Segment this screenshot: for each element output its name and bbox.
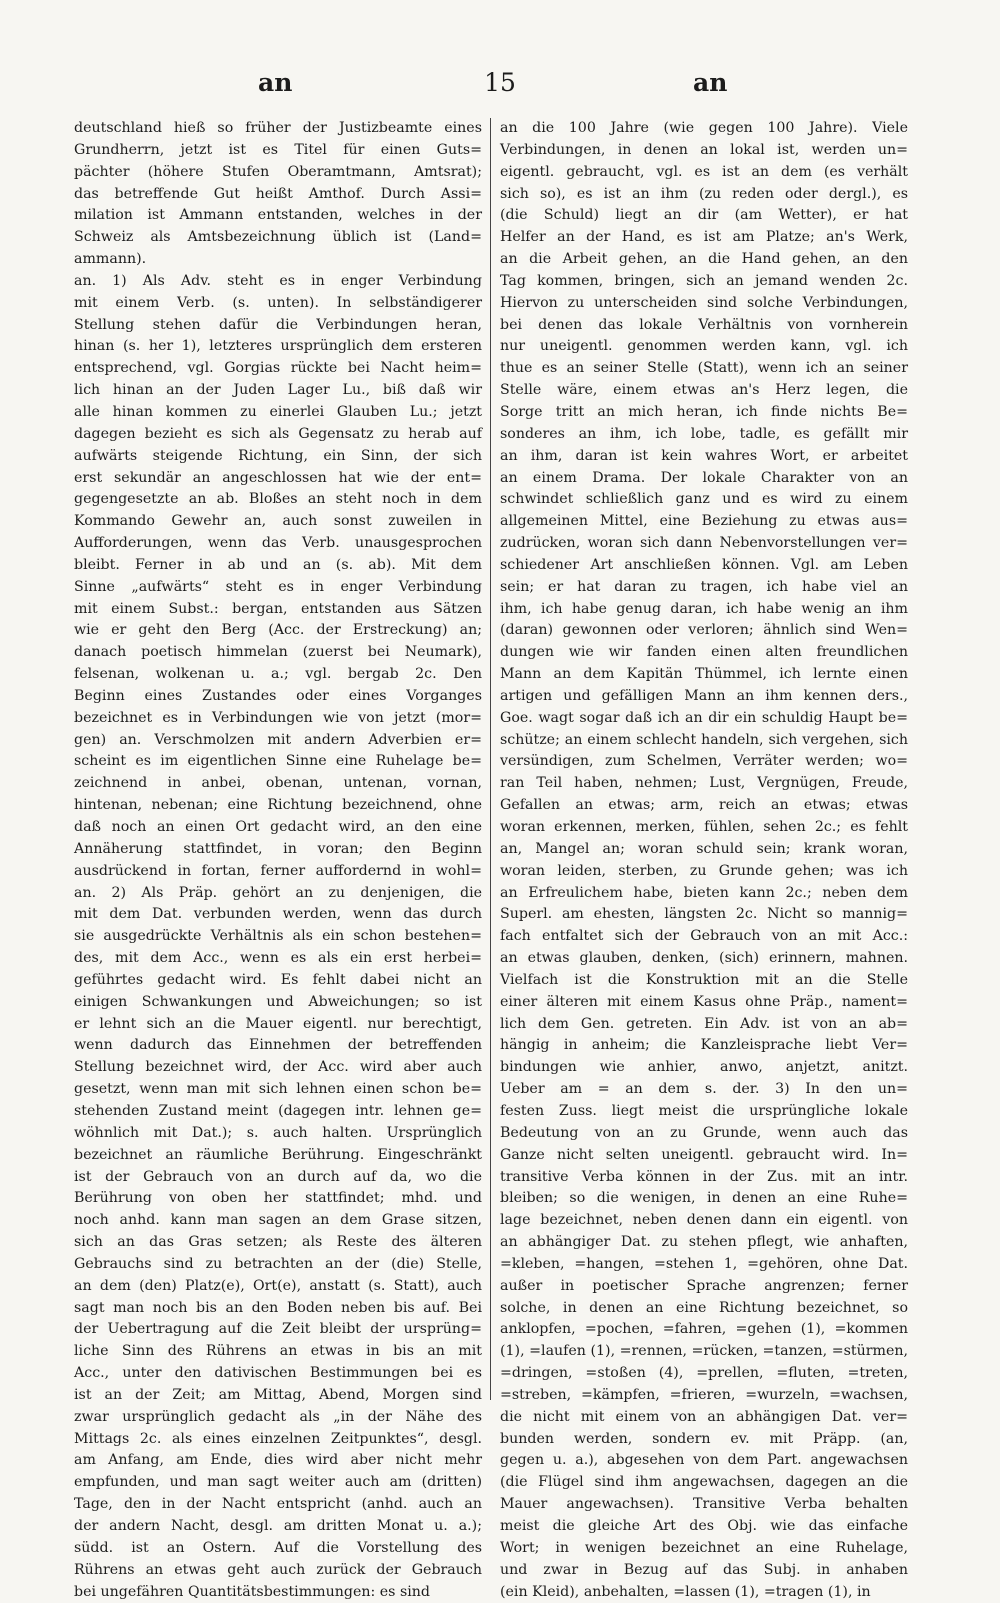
text-line: ist der Gebrauch von an durch auf da, wo die (74, 1168, 482, 1185)
text-line: an. 2) Als Präp. gehört an zu denjenigen, die (74, 884, 482, 901)
page-header (0, 68, 1000, 108)
text-line: an ihm, daran ist kein wahres Wort, er arbeitet (500, 447, 908, 464)
text-line: allgemeinen Mittel, eine Beziehung zu etwas aus= (500, 513, 908, 530)
text-line: wie er geht den Berg (Acc. der Erstreckung) an; (74, 622, 482, 639)
text-line: an. 1) Als Adv. steht es in enger Verbindung (74, 272, 482, 289)
text-line: die nicht mit einem von an abhängigen Dat. ver= (500, 1408, 908, 1425)
text-line: Berührung von oben her stattfindet; mhd. und (74, 1190, 482, 1207)
text-line: südd. ist an Ostern. Auf die Vorstellung des (74, 1539, 482, 1556)
text-line: anklopfen, =pochen, =fahren, =gehen (1), =kommen (500, 1321, 908, 1338)
text-line: an die Arbeit gehen, an die Hand gehen, an den (500, 251, 908, 268)
text-line: festen Zuss. liegt meist die ursprüngliche lokale (500, 1102, 908, 1119)
text-line: =dringen, =stoßen (4), =prellen, =fluten, =treten, (500, 1365, 908, 1382)
text-line: lage bezeichnet, neben denen dann ein eigentl. von (500, 1212, 908, 1229)
text-line: bleiben; so die wenigen, in denen an eine Ruhe= (500, 1190, 908, 1207)
text-line: hinan (s. her 1), letzteres ursprünglich dem ersteren (74, 338, 482, 355)
text-line: wenn dadurch das Einnehmen der betreffenden (74, 1037, 482, 1054)
text-line: an dem (den) Platz(e), Ort(e), anstatt (s. Statt), auch (74, 1277, 482, 1294)
text-line: zeichnend in anbei, obenan, untenan, vornan, (74, 775, 482, 792)
text-line: Acc., unter den dativischen Bestimmungen bei es (74, 1365, 482, 1382)
text-line: Goe. wagt sogar daß ich an dir ein schuldig Haupt be= (500, 709, 908, 726)
text-line: transitive Verba können in der Zus. mit an intr. (500, 1168, 908, 1185)
text-line: geführtes gedacht wird. Es fehlt dabei nicht an (74, 971, 482, 988)
text-line: Vielfach ist die Konstruktion mit an die Stelle (500, 971, 908, 988)
text-line: Stellung stehen dafür die Verbindungen heran, (74, 316, 482, 333)
text-line: an die 100 Jahre (wie gegen 100 Jahre). Viele (500, 120, 908, 136)
text-line: Stellung bezeichnet wird, der Acc. wird aber auch (74, 1059, 482, 1076)
text-line: Kommando Gewehr an, auch sonst zuweilen in (74, 513, 482, 530)
text-line: an, Mangel an; woran schuld sein; krank woran, (500, 840, 908, 857)
text-line: erst sekundär an angeschlossen hat wie der ent= (74, 469, 482, 486)
text-line: Ueber am = an dem s. der. 3) In den un= (500, 1081, 908, 1098)
text-line: ran Teil haben, nehmen; Lust, Vergnügen, Freude, (500, 775, 908, 792)
text-line: artigen und gefälligen Mann an ihm kennen ders., (500, 687, 908, 704)
text-line: aufwärts steigende Richtung, ein Sinn, der sich (74, 447, 482, 464)
text-line: an einem Drama. Der lokale Charakter von an (500, 469, 908, 486)
text-line: (die Schuld) liegt an dir (am Wetter), er hat (500, 207, 908, 224)
header-catchword-right: an (693, 68, 728, 97)
text-line: nur uneigentl. genommen werden kann, vgl. ich (500, 338, 908, 355)
text-line: Grundherrn, jetzt ist es Titel für einen Guts= (74, 141, 482, 158)
text-line: woran leiden, sterben, zu Grunde gehen; was ich (500, 862, 908, 879)
text-line: Mauer angewachsen). Transitive Verba behalten (500, 1496, 908, 1513)
left-text-column (74, 118, 482, 1600)
text-line: eigentl. gebraucht, vgl. es ist an dem (es verhält (500, 163, 908, 180)
text-line: schwindet schließlich ganz und es wird zu einem (500, 491, 908, 508)
text-line: schütze; an einem schlecht handeln, sich vergehen, sich (500, 731, 908, 748)
text-line: bezeichnet an räumliche Berührung. Eingeschränkt (74, 1146, 482, 1163)
text-line: dungen wie wir fanden einen alten freundlichen (500, 644, 908, 661)
right-text-column (500, 118, 908, 1600)
text-line: bei denen das lokale Verhältnis von vornherein (500, 316, 908, 333)
text-line: sonderes an ihm, ich lobe, tadle, es gefällt mir (500, 425, 908, 442)
text-line: gegen u. a.), abgesehen von dem Part. angewachsen (500, 1452, 908, 1469)
text-line: Annäherung stattfindet, in voran; den Beginn (74, 840, 482, 857)
text-line: sein; er hat daran zu tragen, ich habe viel an (500, 578, 908, 595)
text-line: Mann an dem Kapitän Thümmel, ich lernte einen (500, 666, 908, 683)
text-line: Superl. am ehesten, längsten 2c. Nicht so mannig= (500, 906, 908, 923)
text-line: das betreffende Gut heißt Amthof. Durch Assi= (74, 185, 482, 202)
text-line: Schweiz als Amtsbezeichnung üblich ist (Land= (74, 229, 482, 246)
text-line: hintenan, nebenan; eine Richtung bezeichnend, ohne (74, 797, 482, 814)
text-line: =kleben, =hangen, =stehen 1, =gehören, ohne Dat. (500, 1255, 908, 1272)
column-divider (490, 118, 491, 1400)
text-line: sich an das Gras setzen; als Reste des älteren (74, 1234, 482, 1251)
text-line: sagt man noch bis an den Boden neben bis auf. Bei (74, 1299, 482, 1316)
text-line: an Erfreulichem habe, bieten kann 2c.; neben dem (500, 884, 908, 901)
text-line: bezeichnet es in Verbindungen wie von jetzt (mor= (74, 709, 482, 726)
text-line: versündigen, zum Schelmen, Verräter werden; wo= (500, 753, 908, 770)
text-line: Gefallen an etwas; arm, reich an etwas; etwas (500, 797, 908, 814)
text-line: Tage, den in der Nacht entspricht (anhd. auch an (74, 1496, 482, 1513)
text-line: alle hinan kommen zu einerlei Glauben Lu.; jetzt (74, 403, 482, 420)
text-line: fach entfaltet sich der Gebrauch von an mit Acc.: (500, 928, 908, 945)
text-line: woran erkennen, merken, fühlen, sehen 2c.; es fehlt (500, 819, 908, 835)
text-line: Stelle wäre, einem etwas an's Herz legen, die (500, 382, 908, 399)
text-line: (die Flügel sind ihm angewachsen, dagegen an die (500, 1474, 908, 1491)
text-line: Aufforderungen, wenn das Verb. unausgesprochen (74, 535, 482, 552)
text-line: Helfer an der Hand, es ist am Platze; an's Werk, (500, 229, 908, 246)
text-line: ist an der Zeit; am Mittag, Abend, Morgen sind (74, 1386, 482, 1403)
text-line: gesetzt, wenn man mit sich lehnen einen schon be= (74, 1081, 482, 1098)
text-line: deutschland hieß so früher der Justizbeamte eines (74, 120, 482, 136)
text-line: scheint es im eigentlichen Sinne eine Ruhelage be= (74, 753, 482, 770)
text-line: einigen Schwankungen und Abweichungen; so ist (74, 993, 482, 1010)
text-line: Sinne „aufwärts“ steht es in enger Verbindung (74, 578, 482, 595)
text-line: schiedener Art anschließen können. Vgl. am Leben (500, 556, 908, 573)
text-line: Gebrauchs sind zu betrachten an der (die) Stelle, (74, 1255, 482, 1272)
text-line: Rührens an etwas geht auch zurück der Gebrauch (74, 1561, 482, 1578)
text-line: solche, in denen an eine Richtung bezeichnet, so (500, 1299, 908, 1316)
text-line: Mittags 2c. als eines einzelnen Zeitpunktes“, desgl. (74, 1430, 482, 1447)
text-line: wöhnlich mit Dat.); s. auch halten. Ursprünglich (74, 1124, 482, 1141)
text-line: mit einem Verb. (s. unten). In selbständigerer (74, 294, 482, 311)
text-line: zudrücken, woran sich dann Nebenvorstellungen ver= (500, 535, 908, 552)
text-line: Tag kommen, bringen, sich an jemand wenden 2c. (500, 272, 908, 289)
text-line: sie ausgedrückte Verhältnis als ein schon bestehen= (74, 928, 482, 945)
text-line: danach poetisch himmelan (zuerst bei Neumark), (74, 644, 482, 661)
page-number: 15 (484, 68, 516, 97)
text-line: Beginn eines Zustandes oder eines Vorganges (74, 687, 482, 704)
text-line: der andern Nacht, desgl. am dritten Monat u. a.); (74, 1518, 482, 1534)
text-line: ihm, ich habe genug daran, ich habe wenig an ihm (500, 600, 908, 617)
text-line: einer älteren mit einem Kasus ohne Präp., nament= (500, 993, 908, 1010)
text-line: mit einem Subst.: bergan, entstanden aus Sätzen (74, 600, 482, 617)
text-line: lich dem Gen. getreten. Ein Adv. ist von an ab= (500, 1015, 908, 1032)
text-line: Sorge tritt an mich heran, ich finde nichts Be= (500, 403, 908, 420)
text-line: an etwas glauben, denken, (sich) erinnern, mahnen. (500, 950, 908, 967)
text-line: (daran) gewonnen oder verloren; ähnlich sind Wen= (500, 622, 908, 639)
text-line: milation ist Ammann entstanden, welches in der (74, 207, 482, 224)
text-line: am Anfang, am Ende, dies wird aber nicht mehr (74, 1452, 482, 1469)
text-line: an abhängiger Dat. zu stehen pflegt, wie anhaften, (500, 1234, 908, 1251)
text-line: hängig in anheim; die Kanzleisprache liebt Ver= (500, 1037, 908, 1054)
text-line: außer in poetischer Sprache angrenzen; ferner (500, 1277, 908, 1294)
text-line: thue es an seiner Stelle (Statt), wenn ich an seiner (500, 360, 908, 377)
text-line: und zwar in Bezug auf das Subj. in anhaben (500, 1561, 908, 1578)
text-line: des, mit dem Acc., wenn es als ein erst herbei= (74, 950, 482, 967)
text-line: bei ungefähren Quantitätsbestimmungen: es sind (74, 1583, 431, 1600)
text-line: Ganze nicht selten uneigentl. gebraucht wird. In= (500, 1146, 908, 1163)
text-line: liche Sinn des Rührens an etwas in bis an mit (74, 1343, 482, 1360)
text-line: stehenden Zustand meint (dagegen intr. lehnen ge= (74, 1102, 482, 1119)
text-line: daß noch an einen Ort gedacht wird, an den eine (74, 819, 482, 835)
text-line: meist die gleiche Art des Obj. wie das einfache (500, 1518, 908, 1534)
text-line: zwar ursprünglich gedacht als „in der Nähe des (74, 1408, 482, 1425)
text-line: Verbindungen, in denen an lokal ist, werden un= (500, 141, 908, 158)
text-line: felsenan, wolkenan u. a.; vgl. bergab 2c. Den (74, 666, 482, 683)
text-line: =streben, =kämpfen, =frieren, =wurzeln, =wachsen, (500, 1386, 908, 1403)
text-line: ausdrückend in fortan, ferner auffordernd in wohl= (74, 862, 482, 879)
text-line: (1), =laufen (1), =rennen, =rücken, =tanzen, =stürmen, (500, 1343, 908, 1360)
header-catchword-left: an (258, 68, 293, 97)
text-line: bindungen wie anhier, anwo, anjetzt, anitzt. (500, 1059, 908, 1076)
text-line: empfunden, und man sagt weiter auch am (dritten) (74, 1474, 482, 1491)
text-line: dagegen bezieht es sich als Gegensatz zu herab auf (74, 425, 482, 442)
text-line: noch anhd. kann man sagen an dem Grase sitzen, (74, 1212, 482, 1229)
text-line: entsprechend, vgl. Gorgias rückte bei Nacht heim= (74, 360, 482, 377)
text-line: gen) an. Verschmolzen mit andern Adverbien er= (74, 731, 482, 748)
text-line: Wort; in wenigen bezeichnet an eine Ruhelage, (500, 1539, 908, 1556)
text-line: (ein Kleid), anbehalten, =lassen (1), =tragen (1), in (500, 1583, 871, 1600)
text-line: sich so), es ist an ihm (zu reden oder dergl.), es (500, 185, 908, 202)
text-line: mit dem Dat. verbunden werden, wenn das durch (74, 906, 482, 923)
text-line: ammann). (74, 251, 147, 268)
text-line: bunden werden, sondern ev. mit Präpp. (an, (500, 1430, 908, 1447)
text-line: er lehnt sich an die Mauer eigentl. nur berechtigt, (74, 1015, 482, 1032)
text-line: Hiervon zu unterscheiden sind solche Verbindungen, (500, 294, 908, 311)
text-line: Bedeutung von an zu Grunde, wenn auch das (500, 1124, 908, 1141)
text-line: bleibt. Ferner in ab und an (s. ab). Mit dem (74, 556, 482, 573)
text-line: pächter (höhere Stufen Oberamtmann, Amtsrat); (74, 163, 482, 180)
text-line: lich hinan an der Juden Lager Lu., biß daß wir (74, 382, 482, 399)
text-line: der Uebertragung auf die Zeit bleibt der ursprüng= (74, 1321, 482, 1338)
text-line: gegengesetzte an ab. Bloßes an steht noch in dem (74, 491, 482, 508)
